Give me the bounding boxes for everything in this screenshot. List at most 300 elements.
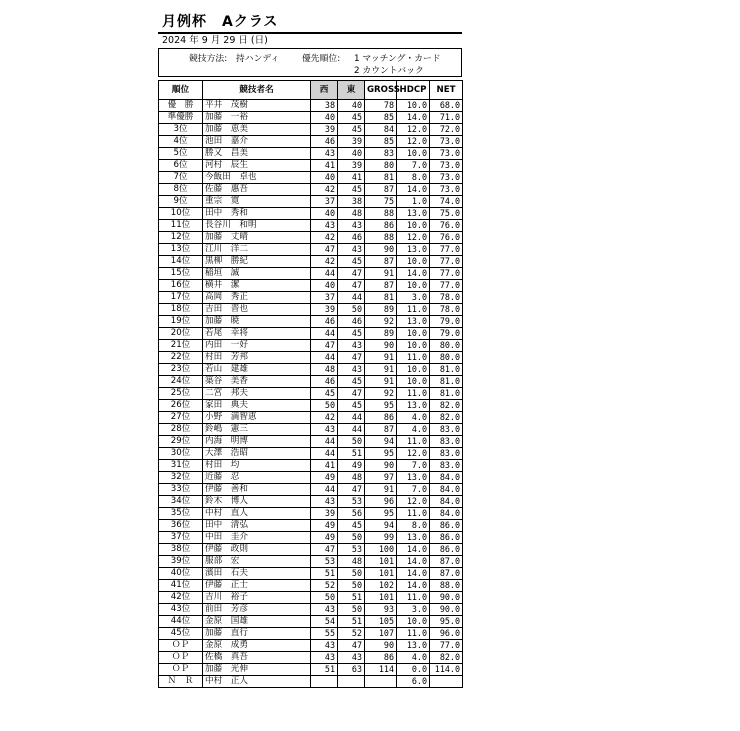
cell-west: 39 [311, 508, 338, 520]
cell-rank: 38位 [159, 544, 203, 556]
cell-gross: 86 [365, 652, 397, 664]
cell-rank: 9位 [159, 196, 203, 208]
cell-net: 84.0 [430, 508, 463, 520]
cell-west: 37 [311, 196, 338, 208]
cell-net: 78.0 [430, 292, 463, 304]
cell-gross: 96 [365, 496, 397, 508]
cell-rank: 12位 [159, 232, 203, 244]
cell-rank: 41位 [159, 580, 203, 592]
cell-rank: 33位 [159, 484, 203, 496]
cell-east: 49 [338, 460, 365, 472]
table-row [159, 568, 463, 580]
table-row [159, 676, 463, 688]
cell-hdcp: 13.0 [397, 472, 430, 484]
cell-west: 44 [311, 352, 338, 364]
cell-net: 86.0 [430, 520, 463, 532]
cell-player-name: 吉川 裕子 [203, 592, 311, 604]
cell-rank: 6位 [159, 160, 203, 172]
cell-player-name: 高岡 秀正 [203, 292, 311, 304]
cell-east: 41 [338, 172, 365, 184]
table-row [159, 460, 463, 472]
cell-east: 44 [338, 424, 365, 436]
cell-east: 47 [338, 352, 365, 364]
cell-hdcp: 13.0 [397, 400, 430, 412]
cell-hdcp: 10.0 [397, 376, 430, 388]
cell-hdcp: 12.0 [397, 448, 430, 460]
cell-gross: 80 [365, 160, 397, 172]
event-date: 2024 年 9 月 29 日 (日) [158, 34, 462, 49]
cell-net: 82.0 [430, 400, 463, 412]
header-net: NET [430, 81, 463, 100]
cell-east: 51 [338, 616, 365, 628]
priority-label: 優先順位: [302, 54, 341, 64]
cell-net: 96.0 [430, 628, 463, 640]
table-row [159, 136, 463, 148]
cell-gross: 91 [365, 376, 397, 388]
cell-gross: 84 [365, 124, 397, 136]
cell-hdcp: 7.0 [397, 460, 430, 472]
cell-west: 47 [311, 544, 338, 556]
table-row [159, 340, 463, 352]
method-label: 競技方法: [189, 54, 228, 64]
cell-east: 53 [338, 544, 365, 556]
table-row [159, 520, 463, 532]
cell-hdcp: 12.0 [397, 496, 430, 508]
cell-net: 90.0 [430, 592, 463, 604]
cell-hdcp: 10.0 [397, 256, 430, 268]
cell-rank: 39位 [159, 556, 203, 568]
table-row [159, 328, 463, 340]
cell-gross: 87 [365, 256, 397, 268]
cell-rank: 35位 [159, 508, 203, 520]
table-row [159, 628, 463, 640]
cell-net: 86.0 [430, 532, 463, 544]
cell-west: 50 [311, 400, 338, 412]
cell-player-name: 中村 正人 [203, 676, 311, 688]
cell-player-name: 近藤 忍 [203, 472, 311, 484]
cell-west: 43 [311, 496, 338, 508]
cell-gross: 105 [365, 616, 397, 628]
cell-east: 50 [338, 436, 365, 448]
cell-rank: 3位 [159, 124, 203, 136]
cell-hdcp: 1.0 [397, 196, 430, 208]
results-sheet [158, 10, 462, 688]
cell-hdcp: 10.0 [397, 220, 430, 232]
cell-rank: 29位 [159, 436, 203, 448]
cell-rank: 10位 [159, 208, 203, 220]
cell-rank: 43位 [159, 604, 203, 616]
cell-hdcp: 13.0 [397, 244, 430, 256]
cell-gross: 95 [365, 448, 397, 460]
cell-east: 46 [338, 316, 365, 328]
cell-net: 83.0 [430, 424, 463, 436]
table-row [159, 388, 463, 400]
cell-net: 73.0 [430, 172, 463, 184]
cell-gross: 101 [365, 568, 397, 580]
header-west: 西 [311, 81, 338, 100]
cell-net: 81.0 [430, 376, 463, 388]
method-value: 持ハンディ [236, 54, 280, 64]
cell-rank: 16位 [159, 280, 203, 292]
cell-player-name: 田中 清弘 [203, 520, 311, 532]
cell-hdcp: 10.0 [397, 100, 430, 112]
header-name: 競技者名 [203, 81, 311, 100]
table-row [159, 544, 463, 556]
cell-net: 79.0 [430, 316, 463, 328]
cell-west: 44 [311, 484, 338, 496]
table-row [159, 592, 463, 604]
cell-net: 82.0 [430, 412, 463, 424]
cell-gross: 107 [365, 628, 397, 640]
cell-gross: 85 [365, 112, 397, 124]
cell-east: 45 [338, 184, 365, 196]
cell-west: 48 [311, 364, 338, 376]
cell-player-name: 長谷川 和明 [203, 220, 311, 232]
cell-net: 83.0 [430, 460, 463, 472]
table-row [159, 496, 463, 508]
cell-west: 40 [311, 280, 338, 292]
cell-east: 45 [338, 112, 365, 124]
cell-west: 51 [311, 664, 338, 676]
cell-east: 52 [338, 628, 365, 640]
cell-east: 45 [338, 124, 365, 136]
cell-gross: 95 [365, 400, 397, 412]
cell-net: 84.0 [430, 496, 463, 508]
cell-gross: 93 [365, 604, 397, 616]
cell-rank: 19位 [159, 316, 203, 328]
cell-west: 45 [311, 388, 338, 400]
cell-east: 50 [338, 580, 365, 592]
cell-hdcp: 3.0 [397, 292, 430, 304]
table-row [159, 484, 463, 496]
cell-hdcp: 12.0 [397, 232, 430, 244]
table-row [159, 364, 463, 376]
cell-net: 77.0 [430, 244, 463, 256]
cell-hdcp: 11.0 [397, 508, 430, 520]
cell-player-name: 村田 均 [203, 460, 311, 472]
cell-west: 42 [311, 256, 338, 268]
cell-rank: 準優勝 [159, 112, 203, 124]
cell-player-name: 重宗 寛 [203, 196, 311, 208]
cell-hdcp: 6.0 [397, 676, 430, 688]
cell-net: 83.0 [430, 448, 463, 460]
cell-east: 48 [338, 208, 365, 220]
cell-rank: 45位 [159, 628, 203, 640]
cell-gross: 89 [365, 328, 397, 340]
cell-rank: 24位 [159, 376, 203, 388]
cell-rank: 優 勝 [159, 100, 203, 112]
table-row [159, 244, 463, 256]
cell-east: 63 [338, 664, 365, 676]
cell-net: 68.0 [430, 100, 463, 112]
cell-east: 45 [338, 256, 365, 268]
cell-west: 40 [311, 112, 338, 124]
cell-player-name: 金原 国雄 [203, 616, 311, 628]
cell-player-name: 中田 圭介 [203, 532, 311, 544]
cell-west: 55 [311, 628, 338, 640]
cell-rank: 36位 [159, 520, 203, 532]
cell-net: 76.0 [430, 220, 463, 232]
cell-hdcp: 11.0 [397, 304, 430, 316]
cell-east: 44 [338, 412, 365, 424]
cell-player-name: 加藤 恵美 [203, 124, 311, 136]
cell-rank: 27位 [159, 412, 203, 424]
cell-net [430, 676, 463, 688]
cell-rank: 13位 [159, 244, 203, 256]
cell-rank: 7位 [159, 172, 203, 184]
table-row [159, 400, 463, 412]
cell-gross: 88 [365, 232, 397, 244]
cell-player-name: 今飯田 卓也 [203, 172, 311, 184]
cell-west: 44 [311, 268, 338, 280]
cell-west: 51 [311, 568, 338, 580]
cell-west: 44 [311, 436, 338, 448]
table-row [159, 580, 463, 592]
cell-rank: 5位 [159, 148, 203, 160]
table-row [159, 604, 463, 616]
cell-rank: ＯＰ [159, 640, 203, 652]
cell-west: 47 [311, 340, 338, 352]
table-row [159, 472, 463, 484]
cell-player-name: 小野 満智恵 [203, 412, 311, 424]
cell-player-name: 大澤 浩昭 [203, 448, 311, 460]
cell-west: 40 [311, 172, 338, 184]
cell-hdcp: 4.0 [397, 652, 430, 664]
cell-west: 43 [311, 424, 338, 436]
cell-hdcp: 10.0 [397, 364, 430, 376]
cell-player-name: 若山 建雄 [203, 364, 311, 376]
table-row [159, 220, 463, 232]
cell-hdcp: 8.0 [397, 520, 430, 532]
cell-gross: 75 [365, 196, 397, 208]
cell-west: 37 [311, 292, 338, 304]
cell-net: 77.0 [430, 640, 463, 652]
cell-player-name: 村田 芳邦 [203, 352, 311, 364]
cell-gross: 89 [365, 304, 397, 316]
cell-net: 73.0 [430, 160, 463, 172]
table-row [159, 532, 463, 544]
title-row [158, 10, 462, 34]
cell-player-name: 濱田 石夫 [203, 568, 311, 580]
cell-player-name: 佐橋 真吾 [203, 652, 311, 664]
header-rank: 順位 [159, 81, 203, 100]
cell-east: 51 [338, 448, 365, 460]
cell-west: 53 [311, 556, 338, 568]
cell-player-name: 伊藤 善和 [203, 484, 311, 496]
cell-net: 88.0 [430, 580, 463, 592]
cell-gross: 94 [365, 436, 397, 448]
cell-net: 73.0 [430, 136, 463, 148]
cell-gross: 87 [365, 280, 397, 292]
cell-west: 39 [311, 124, 338, 136]
cell-net: 77.0 [430, 256, 463, 268]
cell-east: 43 [338, 340, 365, 352]
cell-west: 49 [311, 520, 338, 532]
cell-player-name: 池田 嘉介 [203, 136, 311, 148]
header-gross: GROSS [365, 81, 397, 100]
table-row [159, 208, 463, 220]
cell-east: 48 [338, 556, 365, 568]
cell-gross: 100 [365, 544, 397, 556]
cell-net: 71.0 [430, 112, 463, 124]
cell-net: 84.0 [430, 472, 463, 484]
cell-player-name: 田中 秀和 [203, 208, 311, 220]
cell-hdcp: 12.0 [397, 124, 430, 136]
cell-east: 45 [338, 400, 365, 412]
cell-hdcp: 4.0 [397, 412, 430, 424]
table-row [159, 172, 463, 184]
cell-net: 86.0 [430, 544, 463, 556]
cell-player-name: 加藤 丈晴 [203, 232, 311, 244]
cell-net: 73.0 [430, 148, 463, 160]
cell-east: 38 [338, 196, 365, 208]
cell-net: 90.0 [430, 604, 463, 616]
cell-player-name: 中村 直人 [203, 508, 311, 520]
table-row [159, 448, 463, 460]
cell-rank: 20位 [159, 328, 203, 340]
table-row [159, 376, 463, 388]
cell-gross: 85 [365, 136, 397, 148]
cell-west: 46 [311, 136, 338, 148]
cell-hdcp: 11.0 [397, 592, 430, 604]
table-row [159, 556, 463, 568]
cell-player-name: 勝又 昌美 [203, 148, 311, 160]
cell-net: 75.0 [430, 208, 463, 220]
cell-hdcp: 13.0 [397, 316, 430, 328]
cell-player-name: 平井 茂樹 [203, 100, 311, 112]
cell-west: 43 [311, 652, 338, 664]
cell-hdcp: 13.0 [397, 208, 430, 220]
cell-net: 82.0 [430, 652, 463, 664]
cell-east [338, 676, 365, 688]
results-body [159, 100, 463, 688]
cell-gross: 102 [365, 580, 397, 592]
cell-gross: 91 [365, 364, 397, 376]
cell-player-name: 家田 典夫 [203, 400, 311, 412]
cell-gross: 87 [365, 184, 397, 196]
table-row [159, 352, 463, 364]
table-row [159, 316, 463, 328]
cell-gross: 88 [365, 208, 397, 220]
cell-rank: 31位 [159, 460, 203, 472]
cell-east: 45 [338, 328, 365, 340]
cell-gross [365, 676, 397, 688]
cell-hdcp: 14.0 [397, 544, 430, 556]
table-row [159, 652, 463, 664]
cell-player-name: 鈴嶋 憲三 [203, 424, 311, 436]
table-row [159, 280, 463, 292]
cell-east: 45 [338, 376, 365, 388]
cell-net: 72.0 [430, 124, 463, 136]
cell-east: 40 [338, 100, 365, 112]
header-east: 東 [338, 81, 365, 100]
cell-hdcp: 14.0 [397, 268, 430, 280]
cell-hdcp: 14.0 [397, 184, 430, 196]
table-row [159, 508, 463, 520]
cell-east: 50 [338, 532, 365, 544]
cell-rank: 4位 [159, 136, 203, 148]
cell-rank: 40位 [159, 568, 203, 580]
cell-hdcp: 8.0 [397, 172, 430, 184]
cell-east: 43 [338, 220, 365, 232]
cell-east: 56 [338, 508, 365, 520]
cell-west: 49 [311, 472, 338, 484]
cell-rank: ＯＰ [159, 664, 203, 676]
cell-west: 54 [311, 616, 338, 628]
cell-east: 46 [338, 232, 365, 244]
cell-net: 78.0 [430, 304, 463, 316]
cell-net: 87.0 [430, 556, 463, 568]
table-row [159, 148, 463, 160]
cell-player-name: 伊藤 政則 [203, 544, 311, 556]
table-row [159, 112, 463, 124]
cell-rank: 8位 [159, 184, 203, 196]
table-row [159, 232, 463, 244]
cell-east: 50 [338, 568, 365, 580]
cell-west: 42 [311, 184, 338, 196]
cell-gross: 95 [365, 508, 397, 520]
cell-rank: 22位 [159, 352, 203, 364]
cell-player-name: 内田 一好 [203, 340, 311, 352]
cell-west: 41 [311, 160, 338, 172]
cell-hdcp: 10.0 [397, 616, 430, 628]
cell-player-name: 河村 辰生 [203, 160, 311, 172]
cell-player-name: 築谷 美香 [203, 376, 311, 388]
cell-west: 43 [311, 604, 338, 616]
cell-net: 77.0 [430, 268, 463, 280]
cell-gross: 81 [365, 172, 397, 184]
cell-net: 79.0 [430, 328, 463, 340]
cell-hdcp: 11.0 [397, 388, 430, 400]
table-row [159, 304, 463, 316]
cell-hdcp: 7.0 [397, 484, 430, 496]
cell-hdcp: 13.0 [397, 532, 430, 544]
cell-net: 74.0 [430, 196, 463, 208]
cell-player-name: 伊藤 正士 [203, 580, 311, 592]
cell-east: 43 [338, 652, 365, 664]
page-title: 月例杯 Aクラス [162, 14, 279, 30]
cell-player-name: 若尾 幸将 [203, 328, 311, 340]
cell-player-name: 二宮 邦夫 [203, 388, 311, 400]
cell-west: 44 [311, 328, 338, 340]
cell-gross: 91 [365, 352, 397, 364]
cell-east: 39 [338, 160, 365, 172]
cell-east: 50 [338, 304, 365, 316]
cell-rank: 21位 [159, 340, 203, 352]
cell-west: 39 [311, 304, 338, 316]
cell-rank: 32位 [159, 472, 203, 484]
cell-net: 76.0 [430, 232, 463, 244]
cell-west [311, 676, 338, 688]
cell-hdcp: 3.0 [397, 604, 430, 616]
cell-hdcp: 4.0 [397, 424, 430, 436]
cell-gross: 81 [365, 292, 397, 304]
table-row [159, 160, 463, 172]
cell-west: 46 [311, 376, 338, 388]
cell-rank: 30位 [159, 448, 203, 460]
cell-hdcp: 12.0 [397, 136, 430, 148]
cell-west: 40 [311, 208, 338, 220]
cell-gross: 92 [365, 388, 397, 400]
cell-rank: 23位 [159, 364, 203, 376]
cell-rank: 15位 [159, 268, 203, 280]
cell-west: 52 [311, 580, 338, 592]
table-row [159, 292, 463, 304]
cell-gross: 86 [365, 220, 397, 232]
cell-west: 44 [311, 448, 338, 460]
table-row [159, 412, 463, 424]
cell-east: 40 [338, 148, 365, 160]
